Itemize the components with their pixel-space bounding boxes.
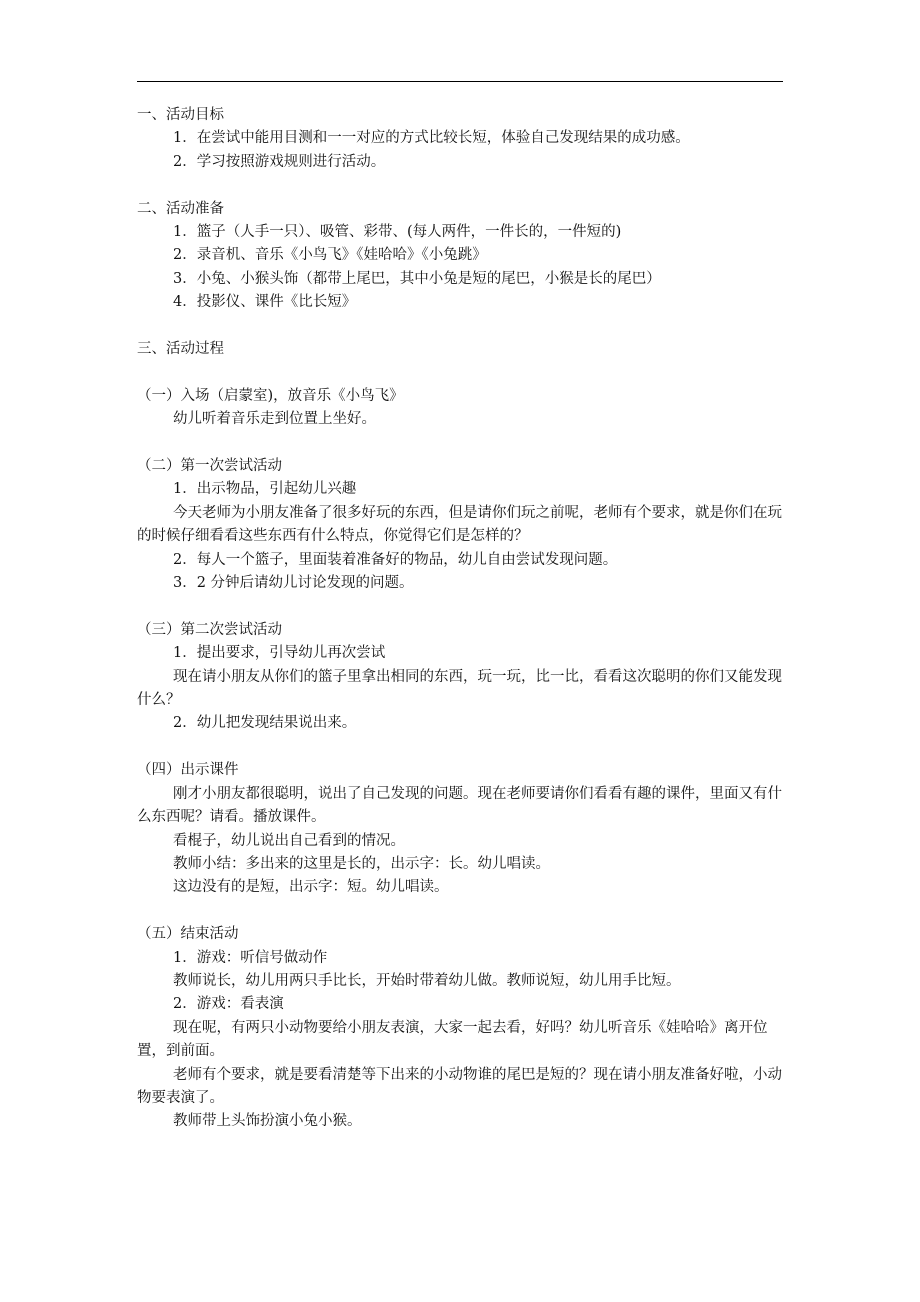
prep-item-2: 2．录音机、音乐《小鸟飞》《娃哈哈》《小兔跳》 [173,247,487,264]
prep-item-3: 3．小兔、小猴头饰（都带上尾巴，其中小兔是短的尾巴，小猴是长的尾巴） [173,270,661,287]
spacer [137,174,787,197]
prep-item-4: 4．投影仪、课件《比长短》 [173,294,357,311]
spacer [137,361,787,384]
process-heading: 三、活动过程 [137,341,224,358]
step2-line-3: 3．2 分钟后请幼儿讨论发现的问题。 [173,575,414,592]
step3-line-2: 2．幼儿把发现结果说出来。 [173,715,357,732]
step5-line-1: 1．游戏：听信号做动作 [173,949,328,966]
step1-heading: （一）入场（启蒙室)，放音乐《小鸟飞》 [137,387,404,404]
step4-line-3: 这边没有的是短，出示字：短。幼儿唱读。 [173,879,449,896]
goals-heading: 一、活动目标 [137,107,224,123]
step5-heading: （五）结束活动 [137,926,239,943]
step2-line-2: 2．每人一个篮子，里面装着准备好的物品，幼儿自由尝试发现问题。 [173,551,618,568]
header-rule [137,81,783,82]
spacer [137,736,787,759]
step5-paragraph-2: 老师有个要求，就是要看清楚等下出来的小动物谁的尾巴是短的？现在请小朋友准备好啦，小动物要表演了。 [137,1066,782,1106]
step2-heading: （二）第一次尝试活动 [137,458,282,475]
spacer [137,900,787,923]
step3-line-1: 1．提出要求，引导幼儿再次尝试 [173,645,386,662]
step1-line: 幼儿听着音乐走到位置上坐好。 [173,411,376,428]
step5-line-3: 2．游戏：看表演 [173,996,284,1013]
step5-line-4: 教师带上头饰扮演小兔小猴。 [173,1113,362,1130]
step5-line-2: 教师说长，幼儿用两只手比长，开始时带着幼儿做。教师说短，幼儿用手比短。 [173,972,681,989]
step3-heading: （三）第二次尝试活动 [137,621,282,638]
spacer [137,432,787,455]
spacer [137,315,787,338]
prep-heading: 二、活动准备 [137,200,224,217]
spacer [137,595,787,618]
prep-item-1: 1．篮子（人手一只）、吸管、彩带、(每人两件，一件长的，一件短的) [173,224,622,241]
step4-line-1: 看棍子，幼儿说出自己看到的情况。 [173,832,405,849]
step4-paragraph: 刚才小朋友都很聪明，说出了自己发现的问题。现在老师要请你们看看有趣的课件，里面又有什么东西呢？请看。播放课件。 [137,785,782,826]
step4-heading: （四）出示课件 [137,762,239,779]
step4-line-2: 教师小结：多出来的这里是长的，出示字：长。幼儿唱读。 [173,855,550,872]
step2-paragraph: 今天老师为小朋友准备了很多好玩的东西，但是请你们玩之前呢，老师有个要求，就是你们在玩的时候仔细看看这些东西有什么特点，你觉得它们是怎样的？ [137,504,782,545]
goal-item-1: 1．在尝试中能用目测和一一对应的方式比较长短，体验自己发现结果的成功感。 [173,130,690,147]
step3-paragraph: 现在请小朋友从你们的篮子里拿出相同的东西，玩一玩，比一比，看看这次聪明的你们又能发现什么？ [137,668,782,709]
step5-paragraph-1: 现在呢，有两只小动物要给小朋友表演，大家一起去看，好吗？幼儿听音乐《娃哈哈》离开位置，到前面。 [137,1019,768,1060]
document-body [137,104,787,1134]
goal-item-2: 2．学习按照游戏规则进行活动。 [173,153,386,170]
step2-line-1: 1．出示物品，引起幼儿兴趣 [173,481,357,498]
